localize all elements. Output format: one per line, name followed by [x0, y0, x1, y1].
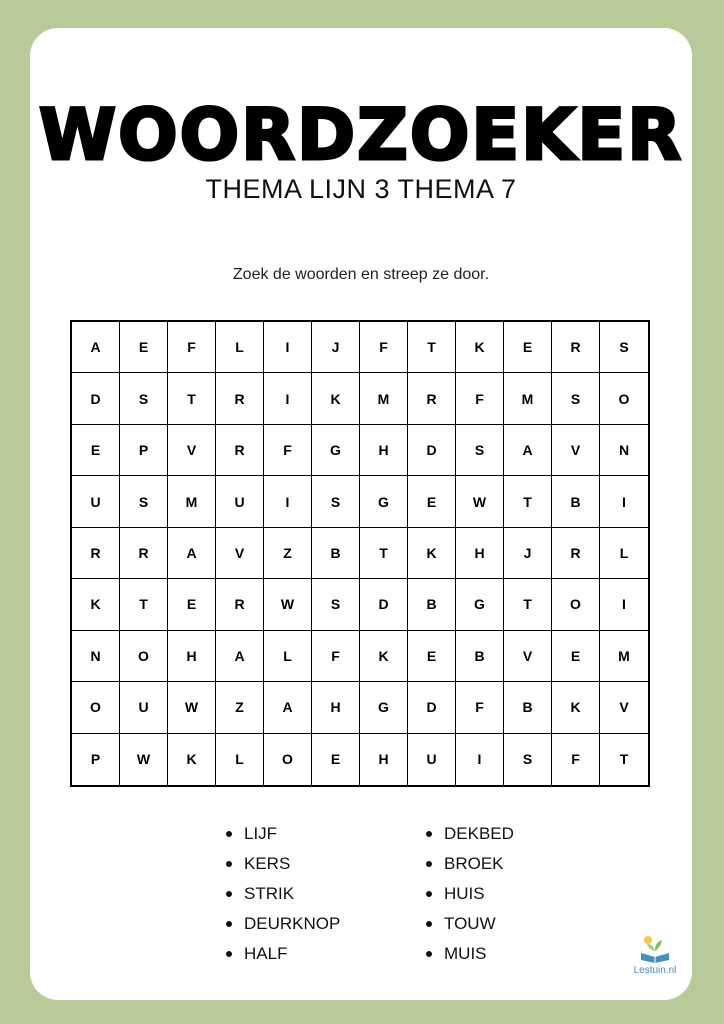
- grid-cell: W: [456, 476, 504, 527]
- grid-cell: F: [552, 734, 600, 785]
- grid-cell: N: [600, 425, 648, 476]
- grid-cell: T: [504, 476, 552, 527]
- word-list-left: [226, 819, 340, 969]
- grid-cell: E: [504, 322, 552, 373]
- grid-cell: F: [312, 631, 360, 682]
- grid-cell: P: [72, 734, 120, 785]
- grid-cell: I: [456, 734, 504, 785]
- grid-cell: W: [264, 579, 312, 630]
- word-label: HALF: [244, 944, 288, 963]
- grid-cell: L: [600, 528, 648, 579]
- grid-cell: F: [360, 322, 408, 373]
- grid-cell: R: [552, 528, 600, 579]
- grid-cell: B: [456, 631, 504, 682]
- grid-cell: H: [360, 734, 408, 785]
- grid-cell: V: [600, 682, 648, 733]
- grid-cell: T: [168, 373, 216, 424]
- grid-cell: R: [216, 373, 264, 424]
- page-title: WOORDZOEKER: [38, 94, 684, 176]
- bullet-icon: [226, 831, 232, 837]
- grid-cell: O: [600, 373, 648, 424]
- grid-cell: J: [504, 528, 552, 579]
- grid-cell: O: [552, 579, 600, 630]
- grid-cell: V: [216, 528, 264, 579]
- grid-cell: T: [408, 322, 456, 373]
- grid-cell: D: [408, 682, 456, 733]
- instruction: Zoek de woorden en streep ze door.: [232, 266, 490, 283]
- word-label: HUIS: [444, 884, 485, 903]
- grid-cell: G: [360, 476, 408, 527]
- grid-cell: S: [312, 579, 360, 630]
- grid-cell: E: [72, 425, 120, 476]
- grid-cell: T: [504, 579, 552, 630]
- grid-cell: K: [72, 579, 120, 630]
- word-label: STRIK: [244, 884, 295, 903]
- grid-cell: S: [600, 322, 648, 373]
- word-list-item: [426, 939, 514, 969]
- word-list-item: [426, 909, 514, 939]
- grid-cell: E: [120, 322, 168, 373]
- grid-cell: A: [264, 682, 312, 733]
- grid-cell: H: [168, 631, 216, 682]
- grid-cell: K: [360, 631, 408, 682]
- grid-cell: B: [552, 476, 600, 527]
- word-list-item: [426, 879, 514, 909]
- grid-cell: H: [312, 682, 360, 733]
- grid-cell: S: [456, 425, 504, 476]
- grid-cell: K: [168, 734, 216, 785]
- grid-cell: I: [264, 373, 312, 424]
- grid-cell: I: [600, 476, 648, 527]
- bullet-icon: [226, 891, 232, 897]
- grid-cell: S: [120, 476, 168, 527]
- bullet-icon: [226, 951, 232, 957]
- grid-cell: U: [408, 734, 456, 785]
- grid-cell: U: [72, 476, 120, 527]
- grid-cell: O: [120, 631, 168, 682]
- grid-cell: R: [216, 579, 264, 630]
- grid-cell: R: [120, 528, 168, 579]
- grid-cell: M: [504, 373, 552, 424]
- grid-cell: K: [552, 682, 600, 733]
- bullet-icon: [226, 921, 232, 927]
- bullet-icon: [426, 831, 432, 837]
- grid-cell: G: [360, 682, 408, 733]
- worksheet: [30, 28, 692, 1000]
- book-sprout-icon: [638, 933, 672, 963]
- grid-cell: O: [264, 734, 312, 785]
- grid-cell: M: [168, 476, 216, 527]
- word-list-item: [226, 939, 340, 969]
- grid-cell: G: [456, 579, 504, 630]
- logo: [625, 933, 685, 976]
- grid-cell: T: [120, 579, 168, 630]
- grid-cell: V: [504, 631, 552, 682]
- grid-cell: R: [216, 425, 264, 476]
- grid-cell: Z: [216, 682, 264, 733]
- grid-cell: P: [120, 425, 168, 476]
- grid-cell: A: [216, 631, 264, 682]
- grid-cell: Z: [264, 528, 312, 579]
- grid-cell: A: [504, 425, 552, 476]
- grid-cell: L: [216, 322, 264, 373]
- grid-cell: A: [72, 322, 120, 373]
- word-list-item: [226, 819, 340, 849]
- grid-cell: O: [72, 682, 120, 733]
- grid-cell: D: [360, 579, 408, 630]
- grid-cell: E: [312, 734, 360, 785]
- word-label: DEKBED: [444, 824, 514, 843]
- grid-cell: E: [552, 631, 600, 682]
- grid-cell: E: [168, 579, 216, 630]
- word-label: TOUW: [444, 914, 496, 933]
- grid-cell: N: [72, 631, 120, 682]
- grid-cell: S: [312, 476, 360, 527]
- grid-cell: V: [552, 425, 600, 476]
- grid-cell: G: [312, 425, 360, 476]
- grid-cell: U: [216, 476, 264, 527]
- bullet-icon: [226, 861, 232, 867]
- word-list-item: [226, 879, 340, 909]
- grid-cell: F: [168, 322, 216, 373]
- grid-cell: T: [619, 751, 629, 768]
- bullet-icon: [426, 951, 432, 957]
- grid-cell: K: [312, 373, 360, 424]
- grid-cell: V: [168, 425, 216, 476]
- word-list-item: [226, 909, 340, 939]
- grid-cell: W: [168, 682, 216, 733]
- grid-cell: S: [552, 373, 600, 424]
- grid-cell: F: [456, 373, 504, 424]
- word-label: KERS: [244, 854, 291, 873]
- grid-cell: R: [552, 322, 600, 373]
- bullet-icon: [426, 861, 432, 867]
- grid-cell: K: [408, 528, 456, 579]
- bullet-icon: [426, 891, 432, 897]
- grid-cell: R: [72, 528, 120, 579]
- grid-cell: E: [408, 631, 456, 682]
- grid-cell: W: [120, 734, 168, 785]
- grid-cell: I: [264, 476, 312, 527]
- grid-cell: I: [264, 322, 312, 373]
- grid-cell: D: [72, 373, 120, 424]
- grid-cell: L: [216, 734, 264, 785]
- grid-cell: K: [456, 322, 504, 373]
- grid-cell: M: [600, 631, 648, 682]
- grid-cell: F: [456, 682, 504, 733]
- bullet-icon: [426, 921, 432, 927]
- subtitle: THEMA LIJN 3 THEMA 7: [205, 174, 517, 204]
- grid-cell: I: [600, 579, 648, 630]
- grid-cell: A: [168, 528, 216, 579]
- word-list-item: [426, 849, 514, 879]
- word-label: BROEK: [444, 854, 504, 873]
- word-list-item: [426, 819, 514, 849]
- word-search-grid: [70, 320, 650, 787]
- grid-cell: E: [408, 476, 456, 527]
- grid-cell: S: [120, 373, 168, 424]
- grid-cell: M: [360, 373, 408, 424]
- grid-cell: B: [312, 528, 360, 579]
- word-list-right: [426, 819, 514, 969]
- word-label: MUIS: [444, 944, 487, 963]
- word-list-item: [226, 849, 340, 879]
- grid-cell: B: [408, 579, 456, 630]
- grid-cell: D: [408, 425, 456, 476]
- grid-cell: L: [264, 631, 312, 682]
- grid-cell: F: [264, 425, 312, 476]
- grid-cell: R: [408, 373, 456, 424]
- word-label: DEURKNOP: [244, 914, 341, 933]
- word-label: LIJF: [244, 824, 278, 843]
- grid-cell: H: [360, 425, 408, 476]
- grid-cell: B: [504, 682, 552, 733]
- grid-cell: U: [120, 682, 168, 733]
- grid-cell: T: [360, 528, 408, 579]
- grid-cell: H: [456, 528, 504, 579]
- logo-text: Lestuin.nl: [633, 965, 677, 976]
- grid-cell: S: [504, 734, 552, 785]
- grid-cell: J: [312, 322, 360, 373]
